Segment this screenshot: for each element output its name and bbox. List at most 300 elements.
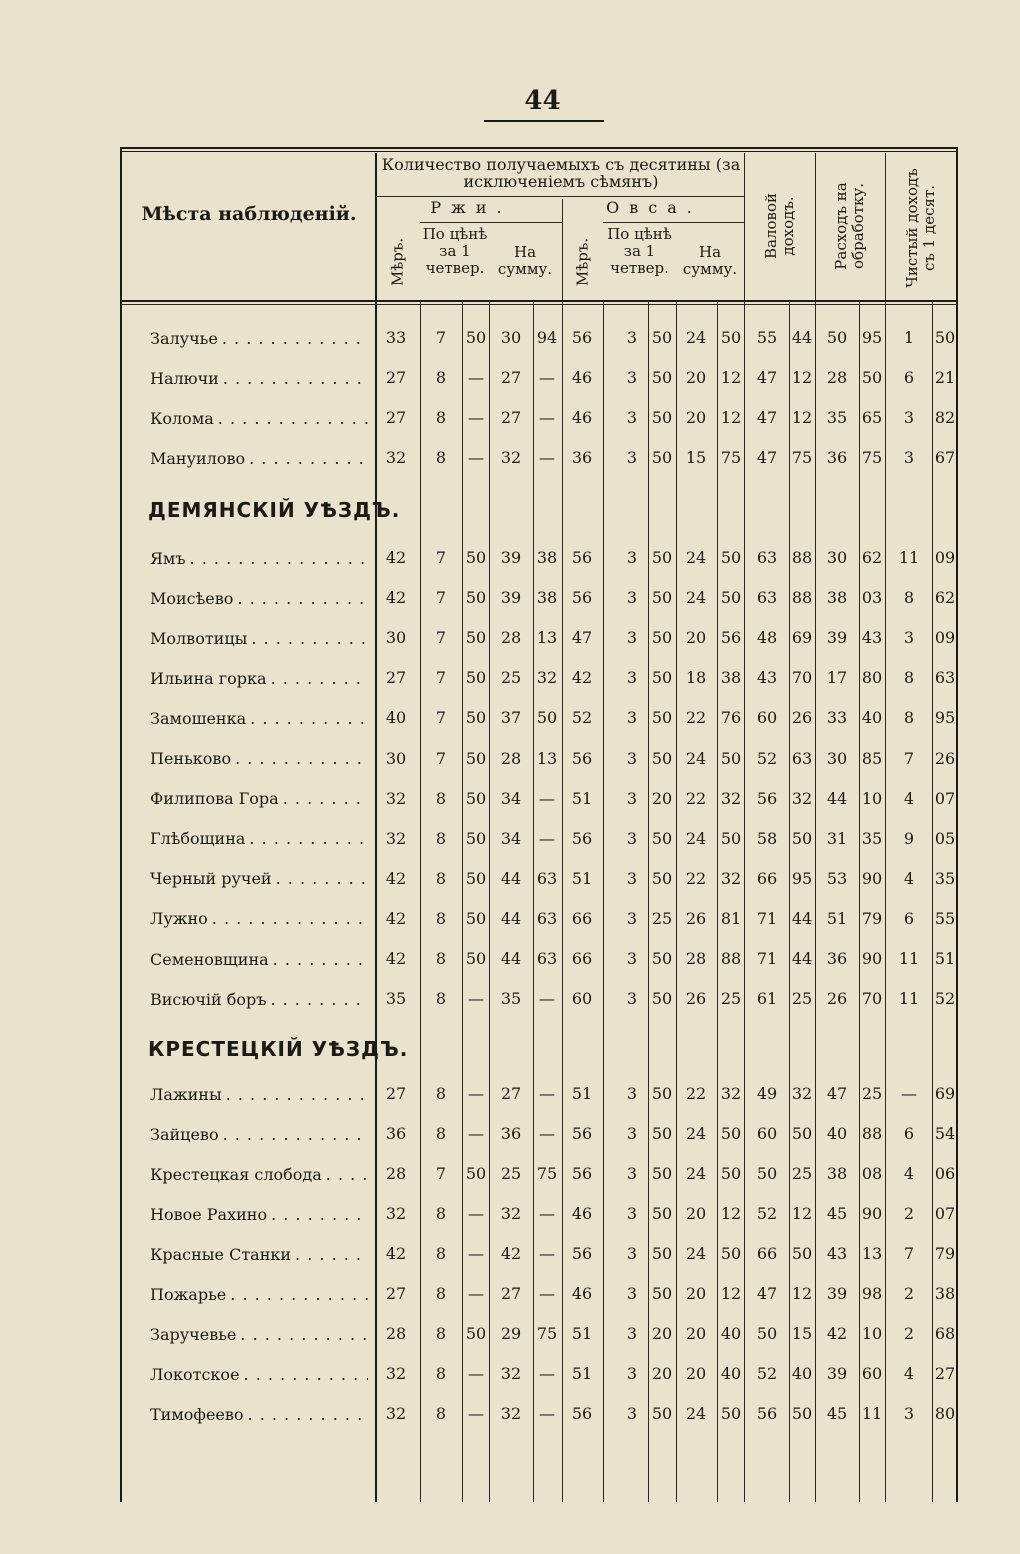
cell-rs2: — bbox=[539, 828, 555, 848]
cell-os2: 38 bbox=[720, 668, 742, 688]
cell-g2: 88 bbox=[791, 588, 813, 608]
cell-n2: 52 bbox=[934, 989, 956, 1009]
place-name bbox=[150, 1083, 368, 1105]
cell-n1: 11 bbox=[898, 989, 920, 1009]
cell-rs2: 38 bbox=[536, 548, 558, 567]
cell-os1: 24 bbox=[685, 1244, 707, 1263]
cell-op2: 50 bbox=[651, 548, 673, 567]
cell-n2: 35 bbox=[934, 868, 956, 888]
cell-g2: 50 bbox=[791, 828, 813, 848]
cell-rs2: — bbox=[539, 1204, 555, 1223]
cell-rp1: 8 bbox=[435, 448, 447, 467]
cell-os1: 24 bbox=[685, 1404, 707, 1423]
cell-g1: 52 bbox=[756, 1204, 778, 1223]
header-rye-sum: На сумму. bbox=[497, 243, 553, 278]
cell-rp2: 50 bbox=[465, 828, 487, 848]
cell-rm: 30 bbox=[385, 628, 407, 648]
cell-op2: 20 bbox=[651, 1364, 673, 1383]
cell-om: 56 bbox=[571, 1404, 593, 1423]
place-name-text: Висючій боръ bbox=[150, 990, 270, 1009]
cell-g1: 63 bbox=[756, 548, 778, 567]
table-row bbox=[0, 442, 1020, 472]
cell-rs1: 34 bbox=[500, 828, 522, 848]
cell-n2: 55 bbox=[934, 908, 956, 928]
cell-rs2: — bbox=[539, 1124, 555, 1143]
cell-rp2: 50 bbox=[465, 1164, 487, 1183]
cell-e1: 36 bbox=[826, 949, 848, 968]
cell-g1: 63 bbox=[756, 588, 778, 608]
cell-om: 56 bbox=[571, 548, 593, 567]
table-row bbox=[0, 863, 1020, 893]
cell-op1: 3 bbox=[626, 1284, 638, 1303]
cell-g1: 47 bbox=[756, 368, 778, 387]
cell-rm: 27 bbox=[385, 668, 407, 688]
cell-rp1: 7 bbox=[435, 328, 447, 347]
cell-e2: 80 bbox=[861, 668, 883, 688]
cell-e1: 28 bbox=[826, 368, 848, 387]
cell-rs1: 32 bbox=[500, 1204, 522, 1223]
table-row bbox=[0, 622, 1020, 652]
cell-e2: 90 bbox=[861, 1204, 883, 1223]
cell-n1: 8 bbox=[903, 668, 915, 688]
table-row bbox=[0, 702, 1020, 732]
cell-os1: 22 bbox=[685, 708, 707, 728]
table-row bbox=[0, 943, 1020, 973]
cell-n2: 67 bbox=[934, 448, 956, 467]
cell-op1: 3 bbox=[626, 1204, 638, 1223]
cell-op1: 3 bbox=[626, 868, 638, 888]
cell-os2: 75 bbox=[720, 448, 742, 467]
cell-om: 46 bbox=[571, 408, 593, 427]
header-gross: Валовой доходъ. bbox=[762, 193, 797, 259]
cell-rp1: 8 bbox=[435, 989, 447, 1009]
cell-n2: 06 bbox=[934, 1164, 956, 1183]
cell-rs2: 75 bbox=[536, 1164, 558, 1183]
cell-e1: 43 bbox=[826, 1244, 848, 1263]
cell-e2: 90 bbox=[861, 949, 883, 968]
cell-rp2: — bbox=[468, 368, 484, 387]
place-name-text: Ильина горка bbox=[150, 669, 271, 688]
cell-os1: 20 bbox=[685, 408, 707, 427]
cell-op1: 3 bbox=[626, 1244, 638, 1263]
section-heading: ДЕМЯНСКІЙ УѢЗДЪ. bbox=[148, 498, 401, 522]
place-name bbox=[150, 1123, 368, 1145]
cell-e1: 30 bbox=[826, 748, 848, 768]
header-rye-measure: Мѣръ. bbox=[388, 237, 407, 287]
cell-rp1: 8 bbox=[435, 1084, 447, 1103]
cell-rp2: 50 bbox=[465, 628, 487, 648]
place-name-text: Крестецкая слобода bbox=[150, 1165, 326, 1184]
cell-rs2: 13 bbox=[536, 748, 558, 768]
cell-n2: 05 bbox=[934, 828, 956, 848]
cell-op2: 50 bbox=[651, 408, 673, 427]
cell-n1: 4 bbox=[903, 1164, 915, 1183]
cell-om: 51 bbox=[571, 788, 593, 808]
cell-os2: 12 bbox=[720, 1204, 742, 1223]
cell-op2: 20 bbox=[651, 1324, 673, 1343]
place-name bbox=[150, 1203, 368, 1225]
cell-rm: 27 bbox=[385, 408, 407, 427]
cell-rp2: — bbox=[468, 1404, 484, 1423]
cell-e1: 33 bbox=[826, 708, 848, 728]
place-name-text: Мануилово bbox=[150, 449, 249, 468]
cell-os2: 50 bbox=[720, 828, 742, 848]
cell-rm: 32 bbox=[385, 828, 407, 848]
cell-rp1: 8 bbox=[435, 949, 447, 968]
cell-rm: 32 bbox=[385, 1404, 407, 1423]
cell-rp2: 50 bbox=[465, 868, 487, 888]
header-oats-sum: На сумму. bbox=[682, 243, 738, 278]
place-name bbox=[150, 1283, 368, 1305]
cell-rp1: 8 bbox=[435, 1284, 447, 1303]
cell-op1: 3 bbox=[626, 1324, 638, 1343]
cell-op2: 50 bbox=[651, 1124, 673, 1143]
cell-g2: 88 bbox=[791, 548, 813, 567]
cell-rp2: 50 bbox=[465, 788, 487, 808]
cell-e1: 35 bbox=[826, 408, 848, 427]
cell-e1: 36 bbox=[826, 448, 848, 467]
cell-n1: 11 bbox=[898, 548, 920, 567]
cell-rs1: 44 bbox=[500, 949, 522, 968]
cell-om: 51 bbox=[571, 1364, 593, 1383]
cell-n1: 6 bbox=[903, 908, 915, 928]
cell-rs2: — bbox=[539, 1364, 555, 1383]
place-name bbox=[150, 627, 368, 649]
cell-os2: 76 bbox=[720, 708, 742, 728]
cell-e2: 03 bbox=[861, 588, 883, 608]
cell-om: 51 bbox=[571, 1084, 593, 1103]
cell-os1: 24 bbox=[685, 328, 707, 347]
cell-g1: 60 bbox=[756, 708, 778, 728]
cell-os1: 20 bbox=[685, 368, 707, 387]
cell-e2: 08 bbox=[861, 1164, 883, 1183]
cell-os1: 20 bbox=[685, 1364, 707, 1383]
cell-os2: 81 bbox=[720, 908, 742, 928]
cell-e2: 35 bbox=[861, 828, 883, 848]
cell-rp2: — bbox=[468, 1364, 484, 1383]
cell-rp2: 50 bbox=[465, 588, 487, 608]
cell-rp1: 8 bbox=[435, 788, 447, 808]
cell-rm: 42 bbox=[385, 1244, 407, 1263]
cell-rm: 36 bbox=[385, 1124, 407, 1143]
cell-op1: 3 bbox=[626, 989, 638, 1009]
cell-g2: 44 bbox=[791, 328, 813, 347]
cell-op1: 3 bbox=[626, 448, 638, 467]
cell-n1: 4 bbox=[903, 788, 915, 808]
cell-op1: 3 bbox=[626, 1124, 638, 1143]
cell-os1: 24 bbox=[685, 588, 707, 608]
table-row bbox=[0, 1278, 1020, 1308]
rule-under-header bbox=[120, 300, 958, 302]
cell-rs2: 63 bbox=[536, 908, 558, 928]
cell-os1: 24 bbox=[685, 1164, 707, 1183]
cell-om: 52 bbox=[571, 708, 593, 728]
cell-rp2: — bbox=[468, 1204, 484, 1223]
cell-n2: 82 bbox=[934, 408, 956, 427]
cell-n1: 2 bbox=[903, 1324, 915, 1343]
place-name bbox=[150, 327, 368, 349]
cell-e1: 38 bbox=[826, 588, 848, 608]
cell-rp2: — bbox=[468, 1244, 484, 1263]
page-number-rule bbox=[484, 120, 604, 122]
section-heading: КРЕСТЕЦКІЙ УѢЗДЪ. bbox=[148, 1037, 409, 1061]
cell-n2: 51 bbox=[934, 949, 956, 968]
cell-rp2: — bbox=[468, 1284, 484, 1303]
cell-rp1: 8 bbox=[435, 408, 447, 427]
place-name bbox=[150, 1243, 368, 1265]
cell-op1: 3 bbox=[626, 408, 638, 427]
cell-g1: 47 bbox=[756, 1284, 778, 1303]
cell-g2: 15 bbox=[791, 1324, 813, 1343]
cell-rs2: 13 bbox=[536, 628, 558, 648]
cell-os2: 12 bbox=[720, 1284, 742, 1303]
cell-g2: 12 bbox=[791, 1284, 813, 1303]
cell-g2: 26 bbox=[791, 708, 813, 728]
cell-g2: 12 bbox=[791, 408, 813, 427]
cell-e1: 30 bbox=[826, 548, 848, 567]
cell-os2: 88 bbox=[720, 949, 742, 968]
cell-rp2: — bbox=[468, 1124, 484, 1143]
cell-os1: 20 bbox=[685, 628, 707, 648]
place-name bbox=[150, 407, 368, 429]
cell-os1: 20 bbox=[685, 1204, 707, 1223]
cell-op2: 25 bbox=[651, 908, 673, 928]
cell-g2: 25 bbox=[791, 989, 813, 1009]
cell-rm: 27 bbox=[385, 1084, 407, 1103]
place-name-text: Семеновщина bbox=[150, 950, 273, 969]
cell-rp2: 50 bbox=[465, 748, 487, 768]
cell-os1: 24 bbox=[685, 548, 707, 567]
cell-rs2: — bbox=[539, 368, 555, 387]
cell-n1: — bbox=[901, 1084, 917, 1103]
cell-rp2: 50 bbox=[465, 949, 487, 968]
rule-under-oats bbox=[603, 222, 744, 223]
cell-n1: 11 bbox=[898, 949, 920, 968]
cell-g1: 60 bbox=[756, 1124, 778, 1143]
cell-om: 56 bbox=[571, 1164, 593, 1183]
cell-rm: 32 bbox=[385, 788, 407, 808]
cell-g1: 58 bbox=[756, 828, 778, 848]
cell-g1: 56 bbox=[756, 788, 778, 808]
cell-om: 60 bbox=[571, 989, 593, 1009]
place-name-text: Зайцево bbox=[150, 1125, 223, 1144]
cell-rs2: 32 bbox=[536, 668, 558, 688]
cell-os2: 12 bbox=[720, 368, 742, 387]
cell-rs2: 94 bbox=[536, 328, 558, 347]
header-places: Мѣста наблюденій. bbox=[141, 203, 357, 225]
cell-rm: 40 bbox=[385, 708, 407, 728]
cell-n2: 80 bbox=[934, 1404, 956, 1423]
table-row bbox=[0, 783, 1020, 813]
cell-os2: 40 bbox=[720, 1324, 742, 1343]
cell-g2: 50 bbox=[791, 1404, 813, 1423]
cell-om: 51 bbox=[571, 1324, 593, 1343]
table-row bbox=[0, 1318, 1020, 1348]
cell-n2: 79 bbox=[934, 1244, 956, 1263]
cell-n2: 62 bbox=[934, 588, 956, 608]
cell-g2: 32 bbox=[791, 788, 813, 808]
cell-n2: 27 bbox=[934, 1364, 956, 1383]
cell-g1: 49 bbox=[756, 1084, 778, 1103]
cell-os2: 56 bbox=[720, 628, 742, 648]
table-row bbox=[0, 322, 1020, 352]
header-expense: Расходъ на обработку. bbox=[832, 182, 867, 270]
cell-om: 56 bbox=[571, 748, 593, 768]
cell-rm: 30 bbox=[385, 748, 407, 768]
cell-n1: 9 bbox=[903, 828, 915, 848]
cell-n1: 4 bbox=[903, 1364, 915, 1383]
cell-rm: 32 bbox=[385, 448, 407, 467]
cell-n1: 3 bbox=[903, 408, 915, 427]
cell-g1: 50 bbox=[756, 1324, 778, 1343]
cell-os2: 50 bbox=[720, 748, 742, 768]
table-row bbox=[0, 743, 1020, 773]
cell-os1: 26 bbox=[685, 989, 707, 1009]
cell-op1: 3 bbox=[626, 748, 638, 768]
cell-om: 51 bbox=[571, 868, 593, 888]
cell-op1: 3 bbox=[626, 588, 638, 608]
cell-om: 56 bbox=[571, 1244, 593, 1263]
cell-n1: 6 bbox=[903, 1124, 915, 1143]
cell-g2: 75 bbox=[791, 448, 813, 467]
cell-e1: 47 bbox=[826, 1084, 848, 1103]
cell-op1: 3 bbox=[626, 828, 638, 848]
table-row bbox=[0, 823, 1020, 853]
cell-rm: 42 bbox=[385, 868, 407, 888]
place-name bbox=[150, 908, 368, 930]
cell-rs1: 44 bbox=[500, 908, 522, 928]
cell-os1: 24 bbox=[685, 748, 707, 768]
cell-rs2: — bbox=[539, 448, 555, 467]
place-name-text: Залучье bbox=[150, 329, 222, 348]
place-name-text: Лужно bbox=[150, 909, 212, 928]
cell-rp2: 50 bbox=[465, 668, 487, 688]
place-name-text: Пеньково bbox=[150, 749, 235, 768]
cell-g2: 95 bbox=[791, 868, 813, 888]
cell-e2: 25 bbox=[861, 1084, 883, 1103]
cell-e1: 42 bbox=[826, 1324, 848, 1343]
cell-e1: 50 bbox=[826, 328, 848, 347]
cell-os2: 50 bbox=[720, 1124, 742, 1143]
cell-n1: 7 bbox=[903, 1244, 915, 1263]
place-name bbox=[150, 748, 368, 770]
place-name-text: Моисѣево bbox=[150, 589, 237, 608]
cell-g2: 63 bbox=[791, 748, 813, 768]
cell-os1: 20 bbox=[685, 1284, 707, 1303]
cell-rp2: 50 bbox=[465, 328, 487, 347]
cell-op1: 3 bbox=[626, 1364, 638, 1383]
cell-g2: 69 bbox=[791, 628, 813, 648]
cell-rs2: — bbox=[539, 1284, 555, 1303]
cell-n2: 95 bbox=[934, 708, 956, 728]
cell-os1: 15 bbox=[685, 448, 707, 467]
cell-op2: 50 bbox=[651, 1244, 673, 1263]
cell-op1: 3 bbox=[626, 908, 638, 928]
cell-g1: 66 bbox=[756, 868, 778, 888]
place-name bbox=[150, 1403, 368, 1425]
cell-op2: 50 bbox=[651, 368, 673, 387]
place-name bbox=[150, 547, 368, 569]
cell-rm: 33 bbox=[385, 328, 407, 347]
cell-rs2: — bbox=[539, 1244, 555, 1263]
header-oats-price: По цѣнѣ за 1 четвер. bbox=[607, 225, 672, 277]
cell-g1: 47 bbox=[756, 408, 778, 427]
cell-e2: 13 bbox=[861, 1244, 883, 1263]
cell-rs1: 32 bbox=[500, 1404, 522, 1423]
cell-rp1: 8 bbox=[435, 908, 447, 928]
cell-n2: 63 bbox=[934, 668, 956, 688]
cell-op1: 3 bbox=[626, 949, 638, 968]
cell-rs1: 39 bbox=[500, 588, 522, 608]
table-row bbox=[0, 1238, 1020, 1268]
table-row bbox=[0, 402, 1020, 432]
header-rye: Ржи. bbox=[430, 198, 512, 217]
cell-g1: 66 bbox=[756, 1244, 778, 1263]
header-rye-price: По цѣнѣ за 1 четвер. bbox=[422, 225, 488, 277]
table-row bbox=[0, 1358, 1020, 1388]
place-name bbox=[150, 707, 368, 729]
cell-rs1: 32 bbox=[500, 1364, 522, 1383]
cell-e1: 39 bbox=[826, 1364, 848, 1383]
cell-n2: 68 bbox=[934, 1324, 956, 1343]
cell-g2: 40 bbox=[791, 1364, 813, 1383]
cell-rp2: 50 bbox=[465, 548, 487, 567]
cell-g1: 52 bbox=[756, 748, 778, 768]
cell-os1: 20 bbox=[685, 1324, 707, 1343]
cell-e2: 62 bbox=[861, 548, 883, 567]
cell-e1: 17 bbox=[826, 668, 848, 688]
table-row bbox=[0, 362, 1020, 392]
place-name bbox=[150, 1323, 368, 1345]
cell-rs2: 75 bbox=[536, 1324, 558, 1343]
cell-rs1: 27 bbox=[500, 1284, 522, 1303]
cell-e1: 44 bbox=[826, 788, 848, 808]
cell-e2: 10 bbox=[861, 1324, 883, 1343]
place-name bbox=[150, 828, 368, 850]
cell-op2: 50 bbox=[651, 1404, 673, 1423]
cell-rs1: 25 bbox=[500, 1164, 522, 1183]
cell-om: 56 bbox=[571, 328, 593, 347]
cell-os1: 22 bbox=[685, 1084, 707, 1103]
cell-rm: 35 bbox=[385, 989, 407, 1009]
cell-om: 36 bbox=[571, 448, 593, 467]
cell-n1: 7 bbox=[903, 748, 915, 768]
cell-rp2: — bbox=[468, 989, 484, 1009]
cell-g1: 56 bbox=[756, 1404, 778, 1423]
cell-op2: 50 bbox=[651, 628, 673, 648]
cell-n1: 3 bbox=[903, 628, 915, 648]
cell-rs1: 36 bbox=[500, 1124, 522, 1143]
cell-n2: 09 bbox=[934, 548, 956, 567]
cell-rs2: — bbox=[539, 408, 555, 427]
place-name bbox=[150, 367, 368, 389]
cell-rp2: 50 bbox=[465, 1324, 487, 1343]
cell-g1: 50 bbox=[756, 1164, 778, 1183]
table-row bbox=[0, 1398, 1020, 1428]
cell-op2: 20 bbox=[651, 788, 673, 808]
cell-rp1: 8 bbox=[435, 828, 447, 848]
cell-rp2: — bbox=[468, 448, 484, 467]
cell-os2: 50 bbox=[720, 588, 742, 608]
cell-op2: 50 bbox=[651, 1284, 673, 1303]
cell-rs1: 32 bbox=[500, 448, 522, 467]
cell-e2: 40 bbox=[861, 708, 883, 728]
place-name-text: Налючи bbox=[150, 369, 223, 388]
cell-rs2: — bbox=[539, 1404, 555, 1423]
cell-rs1: 28 bbox=[500, 628, 522, 648]
cell-e1: 31 bbox=[826, 828, 848, 848]
cell-g2: 50 bbox=[791, 1244, 813, 1263]
